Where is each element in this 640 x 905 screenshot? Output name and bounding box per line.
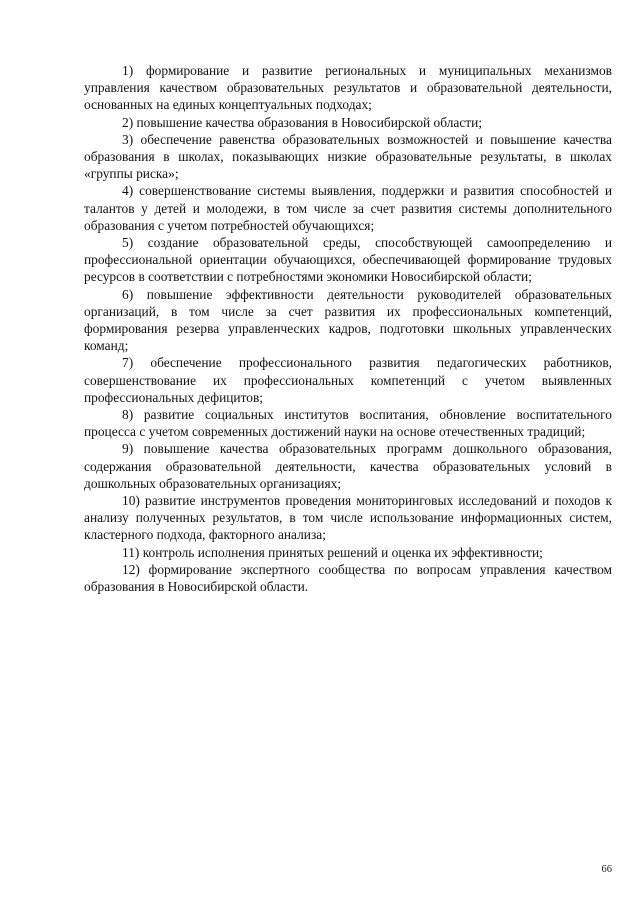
list-item-7: 7) обеспечение профессионального развития педагогических работников, совершенствование их профессиональных компетенций с учетом выявленных профессиональных дефицитов;: [84, 355, 612, 405]
list-item-5: 5) создание образовательной среды, способствующей самоопределению и профессиональной ориентации обучающихся, обеспечивающей формирование трудовых ресурсов в соответствии с потребностями экономики Новосибирской области;: [84, 235, 612, 285]
list-item-3: 3) обеспечение равенства образовательных возможностей и повышение качества образования в школах, показывающих низкие образовательные результаты, в школах «группы риска»;: [84, 131, 612, 182]
list-item-8: 8) развитие социальных институтов воспитания, обновление воспитательного процесса с учетом современных достижений науки на основе отечественных традиций;: [84, 407, 612, 440]
list-item-6: 6) повышение эффективности деятельности руководителей образовательных организаций, в том числе за счет развития их профессиональных компетенций, формирования резерва управленческих кадров, подготовки школьных управленческих команд;: [84, 286, 612, 354]
list-item-10: 10) развитие инструментов проведения мониторинговых исследований и походов к анализу полученных результатов, в том числе использование информационных систем, кластерного подхода, факторного анализа;: [84, 493, 612, 543]
list-item-9: 9) повышение качества образовательных программ дошкольного образования, содержания образовательной деятельности, качества образовательных условий в дошкольных образовательных организациях;: [84, 441, 612, 491]
list-item-1: 1) формирование и развитие региональных и муниципальных механизмов управления качеством образовательных результатов и образовательной деятельности, основанных на единых концептуальных подходах;: [84, 63, 612, 113]
page-number: 66: [601, 864, 612, 875]
document-body: [84, 62, 612, 595]
list-item-11: 11) контроль исполнения принятых решений и оценка их эффективности;: [122, 544, 543, 560]
list-item-2: 2) повышение качества образования в Новосибирской области;: [122, 114, 483, 130]
list-item-4: 4) совершенствование системы выявления, поддержки и развития способностей и талантов у детей и молодежи, в том числе за счет развития системы дополнительного образования с учетом потребностей обучающихся;: [84, 183, 612, 233]
list-item-12: 12) формирование экспертного сообщества по вопросам управления качеством образования в Новосибирской области.: [84, 561, 612, 595]
